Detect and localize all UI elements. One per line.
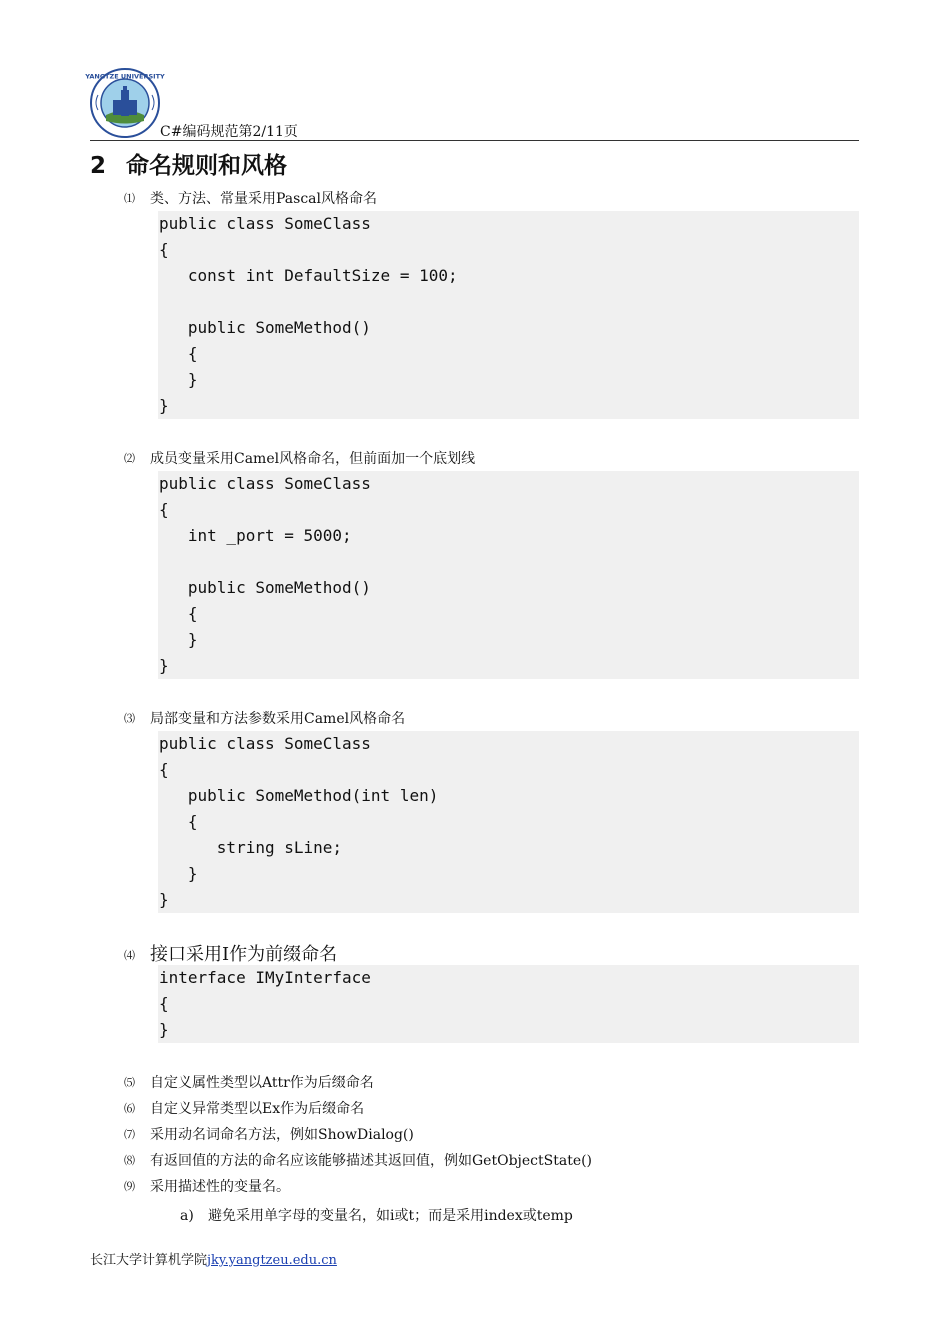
rule-item [124,1072,374,1092]
rule-item [124,1124,414,1144]
code-line: { [159,812,198,831]
code-block [158,211,859,419]
rule-text: 接口采用I作为前缀命名 [150,944,338,965]
rule-marker: ⑸ [124,1076,135,1089]
code-line: const int DefaultSize = 100; [159,266,458,285]
code-line: public SomeMethod(int len) [159,786,439,805]
rule-marker: ⑷ [124,949,135,962]
rule-item [124,1098,364,1118]
rule-text: 类、方法、常量采用Pascal风格命名 [150,191,377,207]
code-line: { [159,994,169,1013]
code-line: int _port = 5000; [159,526,352,545]
code-line: public SomeMethod() [159,318,371,337]
rule-marker: ⑶ [124,712,135,725]
rule-text: 局部变量和方法参数采用Camel风格命名 [150,711,406,727]
code-line [158,549,859,575]
sub-marker: a) [180,1208,194,1224]
section-number: 2 [90,153,107,179]
header-title: C#编码规范第2/11页 [160,124,298,140]
footer-text: 长江大学计算机学院 [90,1253,208,1268]
rule-marker: ⑻ [124,1154,135,1167]
footer-link[interactable]: jky.yangtzeu.edu.cn [207,1253,337,1268]
section-title: 命名规则和风格 [126,153,287,179]
code-line: } [159,630,198,649]
rule-text: 有返回值的方法的命名应该能够描述其返回值，例如GetObjectState() [150,1153,593,1169]
rule-text: 自定义异常类型以Ex作为后缀命名 [150,1101,365,1117]
footer [90,1249,337,1268]
rule-item [124,1176,290,1196]
rule-item [124,448,475,468]
code-line: string sLine; [159,838,343,857]
code-line [158,289,859,315]
code-line: } [159,890,169,909]
rule-item [124,708,405,728]
code-line: public class SomeClass [159,474,371,493]
code-block [158,731,859,913]
rule-marker: ⑺ [124,1128,135,1141]
code-line: { [159,344,198,363]
code-block [158,965,859,1043]
code-line: } [159,1020,169,1039]
code-line: interface IMyInterface [159,968,371,987]
rule-marker: ⑵ [124,452,135,465]
code-line: { [159,760,169,779]
code-line: } [159,656,169,675]
university-logo [85,68,165,138]
header-divider [90,140,859,141]
code-line: } [159,370,198,389]
section-heading [90,147,287,180]
logo-text: YANGTZE UNIVERSITY [85,72,165,81]
rule-text: 采用动名词命名方法，例如ShowDialog() [150,1127,414,1143]
code-line: } [159,864,198,883]
rule-marker: ⑹ [124,1102,135,1115]
rule-item [124,188,377,208]
code-block [158,471,859,679]
code-line: public SomeMethod() [159,578,371,597]
rule-item [124,1150,592,1170]
rule-text: 自定义属性类型以Attr作为后缀命名 [150,1075,374,1091]
code-line: { [159,240,169,259]
rule-item [124,940,337,966]
rule-marker: ⑼ [124,1180,135,1193]
code-line: { [159,500,169,519]
code-line: { [159,604,198,623]
code-line: public class SomeClass [159,734,371,753]
sub-text: 避免采用单字母的变量名，如i或t；而是采用index或temp [208,1208,573,1224]
code-line: } [159,396,169,415]
rule-text: 成员变量采用Camel风格命名，但前面加一个底划线 [150,451,476,467]
rule-marker: ⑴ [124,192,135,205]
sub-item [180,1205,573,1225]
code-line: public class SomeClass [159,214,371,233]
rule-text: 采用描述性的变量名。 [150,1179,290,1195]
